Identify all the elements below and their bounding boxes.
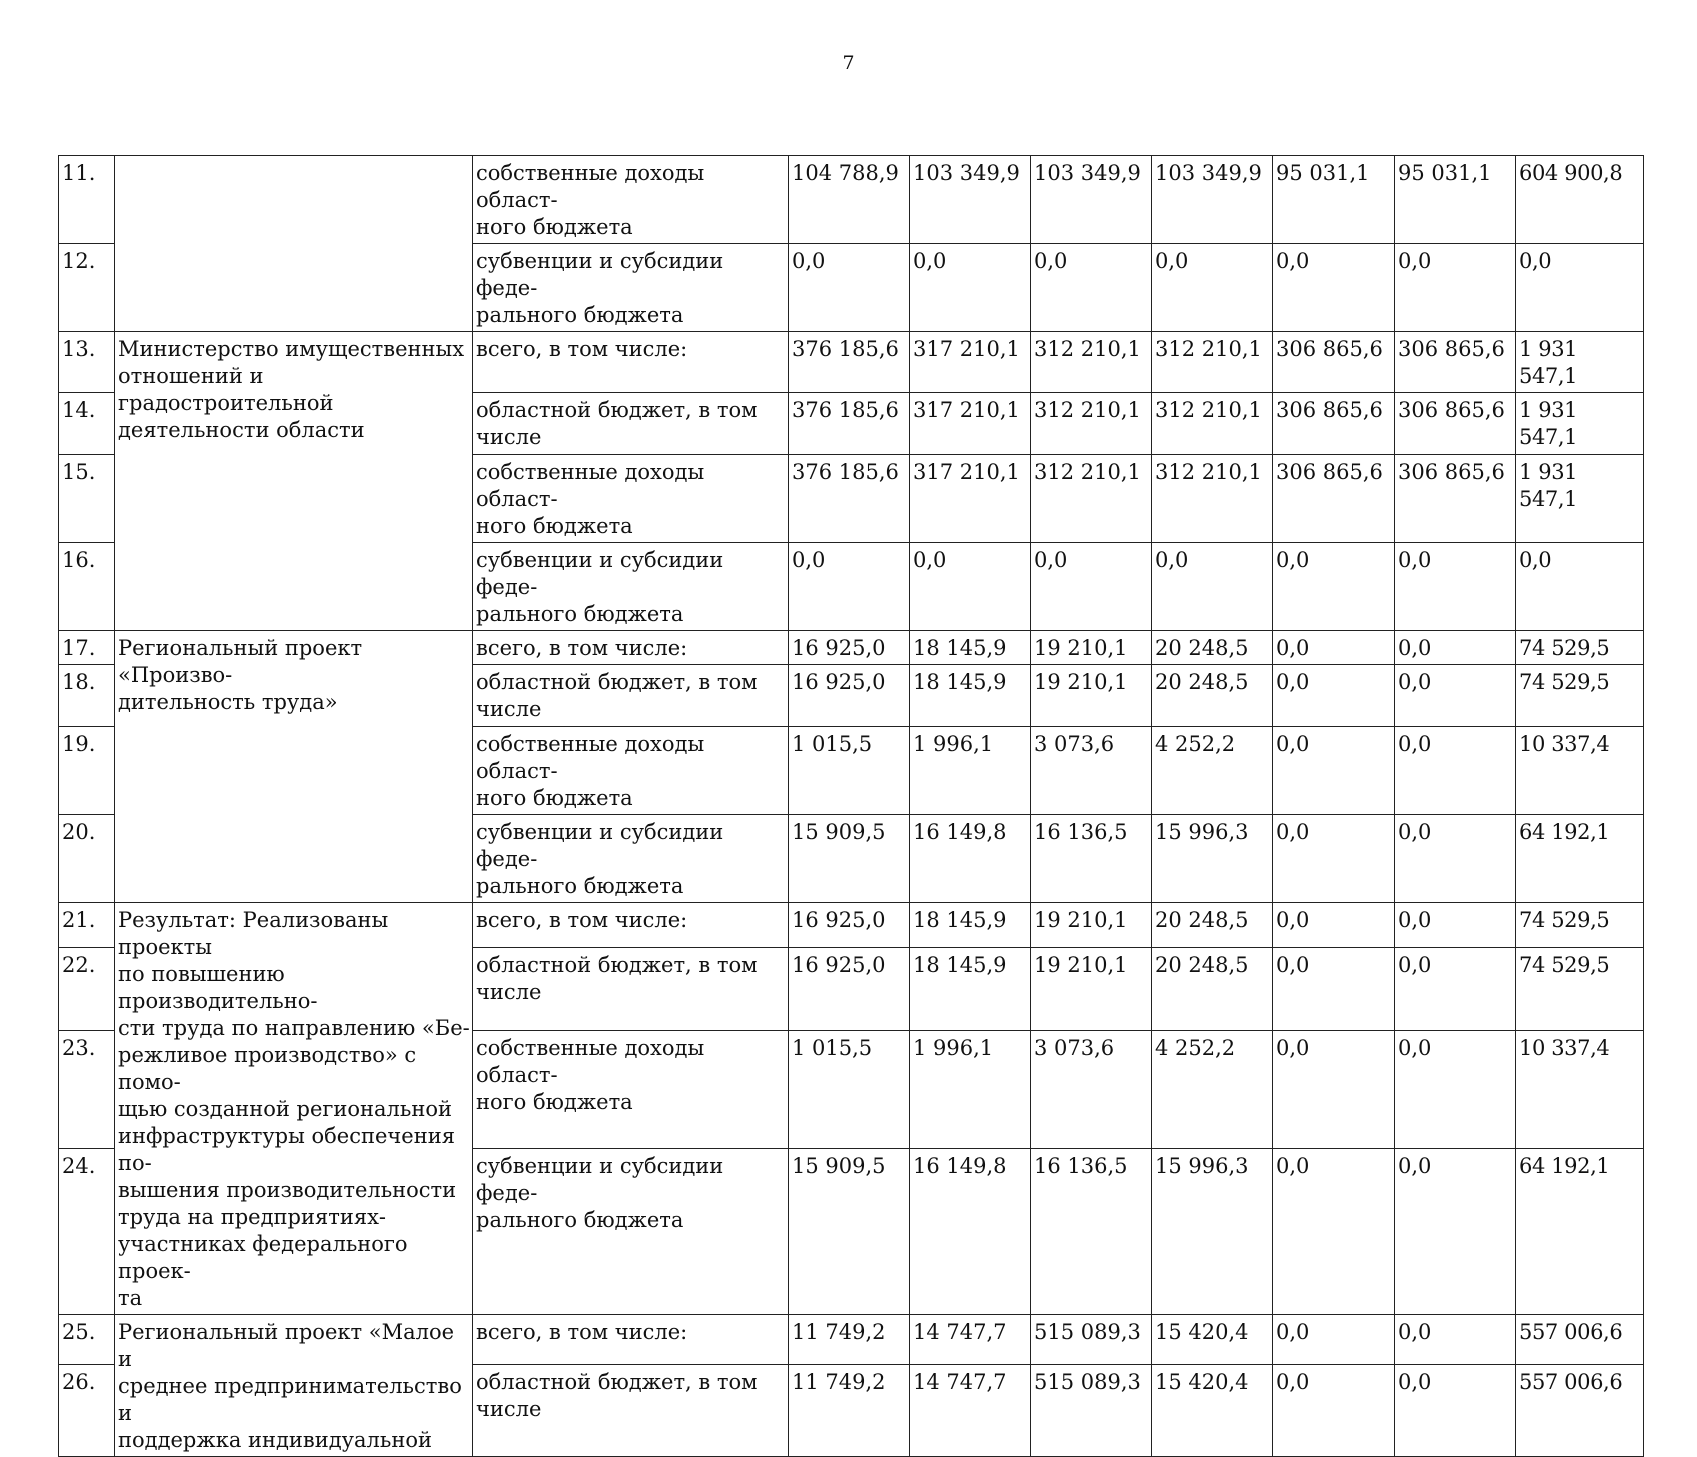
year-value-cell: 0,0 [1273,1031,1395,1149]
year-value-cell: 0,0 [1273,665,1395,727]
total-value-cell: 604 900,8 [1516,156,1644,244]
year-value-cell: 306 865,6 [1395,455,1516,543]
year-value-cell: 18 145,9 [910,631,1031,665]
year-value-cell: 19 210,1 [1031,948,1152,1031]
year-value-cell: 1 015,5 [789,727,910,815]
year-value-cell: 15 420,4 [1152,1365,1273,1457]
total-value-cell: 74 529,5 [1516,903,1644,948]
row-number: 18. [59,665,115,727]
year-value-cell: 0,0 [1273,1149,1395,1315]
year-value-cell: 0,0 [1395,543,1516,631]
year-value-cell: 3 073,6 [1031,1031,1152,1149]
row-number: 26. [59,1365,115,1457]
year-value-cell: 11 749,2 [789,1365,910,1457]
year-value-cell: 0,0 [1152,244,1273,332]
year-value-cell: 19 210,1 [1031,631,1152,665]
year-value-cell: 0,0 [1273,815,1395,903]
year-value-cell: 0,0 [1395,1031,1516,1149]
year-value-cell: 0,0 [1395,631,1516,665]
year-value-cell: 317 210,1 [910,393,1031,455]
table-row [59,631,1644,665]
row-number: 21. [59,903,115,948]
year-value-cell: 312 210,1 [1152,393,1273,455]
year-value-cell: 20 248,5 [1152,665,1273,727]
year-value-cell: 16 136,5 [1031,815,1152,903]
year-value-cell: 1 015,5 [789,1031,910,1149]
total-value-cell: 1 931 547,1 [1516,455,1644,543]
funding-source-cell: собственные доходы област- ного бюджета [473,455,789,543]
year-value-cell: 3 073,6 [1031,727,1152,815]
funding-source-cell: всего, в том числе: [473,903,789,948]
year-value-cell: 18 145,9 [910,948,1031,1031]
table-body [59,156,1644,1457]
year-value-cell: 312 210,1 [1031,393,1152,455]
program-name-cell: Региональный проект «Малое и среднее предпринимательство и поддержка индивидуальной [115,1315,473,1457]
year-value-cell: 0,0 [1273,948,1395,1031]
year-value-cell: 95 031,1 [1395,156,1516,244]
row-number: 15. [59,455,115,543]
table-row [59,332,1644,393]
row-number: 13. [59,332,115,393]
year-value-cell: 306 865,6 [1395,393,1516,455]
row-number: 20. [59,815,115,903]
year-value-cell: 0,0 [1395,948,1516,1031]
year-value-cell: 0,0 [1273,543,1395,631]
total-value-cell: 1 931 547,1 [1516,393,1644,455]
year-value-cell: 1 996,1 [910,1031,1031,1149]
year-value-cell: 19 210,1 [1031,665,1152,727]
year-value-cell: 0,0 [1152,543,1273,631]
year-value-cell: 103 349,9 [1152,156,1273,244]
year-value-cell: 312 210,1 [1031,455,1152,543]
year-value-cell: 306 865,6 [1395,332,1516,393]
year-value-cell: 0,0 [1273,1365,1395,1457]
total-value-cell: 64 192,1 [1516,1149,1644,1315]
funding-source-cell: собственные доходы област- ного бюджета [473,727,789,815]
year-value-cell: 20 248,5 [1152,631,1273,665]
year-value-cell: 376 185,6 [789,332,910,393]
year-value-cell: 18 145,9 [910,903,1031,948]
year-value-cell: 0,0 [1395,727,1516,815]
year-value-cell: 306 865,6 [1273,332,1395,393]
year-value-cell: 0,0 [1031,543,1152,631]
year-value-cell: 306 865,6 [1273,393,1395,455]
year-value-cell: 0,0 [789,543,910,631]
year-value-cell: 306 865,6 [1273,455,1395,543]
year-value-cell: 18 145,9 [910,665,1031,727]
year-value-cell: 103 349,9 [1031,156,1152,244]
funding-source-cell: всего, в том числе: [473,332,789,393]
year-value-cell: 16 925,0 [789,631,910,665]
funding-source-cell: собственные доходы област- ного бюджета [473,1031,789,1149]
year-value-cell: 16 136,5 [1031,1149,1152,1315]
row-number: 23. [59,1031,115,1149]
year-value-cell: 15 996,3 [1152,815,1273,903]
year-value-cell: 1 996,1 [910,727,1031,815]
budget-table [58,155,1644,1457]
year-value-cell: 0,0 [1395,665,1516,727]
year-value-cell: 15 909,5 [789,815,910,903]
row-number: 25. [59,1315,115,1365]
total-value-cell: 74 529,5 [1516,948,1644,1031]
year-value-cell: 15 996,3 [1152,1149,1273,1315]
total-value-cell: 74 529,5 [1516,631,1644,665]
year-value-cell: 0,0 [1273,631,1395,665]
year-value-cell: 15 909,5 [789,1149,910,1315]
year-value-cell: 14 747,7 [910,1315,1031,1365]
table-row [59,1315,1644,1365]
total-value-cell: 1 931 547,1 [1516,332,1644,393]
funding-source-cell: областной бюджет, в том числе [473,948,789,1031]
year-value-cell: 104 788,9 [789,156,910,244]
funding-source-cell: областной бюджет, в том числе [473,665,789,727]
year-value-cell: 15 420,4 [1152,1315,1273,1365]
year-value-cell: 4 252,2 [1152,1031,1273,1149]
table-row [59,156,1644,244]
funding-source-cell: субвенции и субсидии феде- рального бюджета [473,815,789,903]
year-value-cell: 0,0 [1395,903,1516,948]
year-value-cell: 0,0 [1273,244,1395,332]
funding-source-cell: всего, в том числе: [473,1315,789,1365]
year-value-cell: 16 925,0 [789,903,910,948]
year-value-cell: 0,0 [910,543,1031,631]
total-value-cell: 0,0 [1516,244,1644,332]
row-number: 12. [59,244,115,332]
year-value-cell: 376 185,6 [789,393,910,455]
year-value-cell: 317 210,1 [910,455,1031,543]
total-value-cell: 0,0 [1516,543,1644,631]
total-value-cell: 557 006,6 [1516,1315,1644,1365]
program-name-cell: Региональный проект «Произво- дительность труда» [115,631,473,903]
year-value-cell: 376 185,6 [789,455,910,543]
total-value-cell: 10 337,4 [1516,727,1644,815]
row-number: 19. [59,727,115,815]
year-value-cell: 515 089,3 [1031,1365,1152,1457]
funding-source-cell: собственные доходы област- ного бюджета [473,156,789,244]
funding-source-cell: областной бюджет, в том числе [473,1365,789,1457]
total-value-cell: 74 529,5 [1516,665,1644,727]
table-row [59,903,1644,948]
year-value-cell: 0,0 [910,244,1031,332]
year-value-cell: 0,0 [1395,815,1516,903]
program-name-cell [115,156,473,332]
year-value-cell: 14 747,7 [910,1365,1031,1457]
total-value-cell: 557 006,6 [1516,1365,1644,1457]
year-value-cell: 16 925,0 [789,948,910,1031]
year-value-cell: 312 210,1 [1031,332,1152,393]
year-value-cell: 19 210,1 [1031,903,1152,948]
program-name-cell: Министерство имущественных отношений и градостроительной деятельности области [115,332,473,631]
year-value-cell: 4 252,2 [1152,727,1273,815]
row-number: 24. [59,1149,115,1315]
funding-source-cell: субвенции и субсидии феде- рального бюджета [473,244,789,332]
year-value-cell: 0,0 [1395,1149,1516,1315]
year-value-cell: 0,0 [1273,903,1395,948]
total-value-cell: 10 337,4 [1516,1031,1644,1149]
year-value-cell: 317 210,1 [910,332,1031,393]
row-number: 14. [59,393,115,455]
year-value-cell: 515 089,3 [1031,1315,1152,1365]
year-value-cell: 16 149,8 [910,1149,1031,1315]
year-value-cell: 16 149,8 [910,815,1031,903]
year-value-cell: 0,0 [1395,244,1516,332]
year-value-cell: 20 248,5 [1152,948,1273,1031]
year-value-cell: 0,0 [789,244,910,332]
year-value-cell: 11 749,2 [789,1315,910,1365]
funding-source-cell: областной бюджет, в том числе [473,393,789,455]
total-value-cell: 64 192,1 [1516,815,1644,903]
year-value-cell: 20 248,5 [1152,903,1273,948]
year-value-cell: 312 210,1 [1152,455,1273,543]
funding-source-cell: субвенции и субсидии феде- рального бюджета [473,543,789,631]
funding-source-cell: всего, в том числе: [473,631,789,665]
program-name-cell: Результат: Реализованы проекты по повышению производительно- сти труда по направлению «Бе- режливое производство» с помо- щью созданной региональной инфраструктуры обеспечения по- вышения производительности труда на предприятиях- участниках федерального проек- та [115,903,473,1315]
row-number: 22. [59,948,115,1031]
year-value-cell: 312 210,1 [1152,332,1273,393]
row-number: 16. [59,543,115,631]
year-value-cell: 0,0 [1395,1315,1516,1365]
funding-source-cell: субвенции и субсидии феде- рального бюджета [473,1149,789,1315]
row-number: 11. [59,156,115,244]
year-value-cell: 16 925,0 [789,665,910,727]
page-number: 7 [842,52,855,74]
year-value-cell: 103 349,9 [910,156,1031,244]
year-value-cell: 0,0 [1273,1315,1395,1365]
row-number: 17. [59,631,115,665]
year-value-cell: 0,0 [1395,1365,1516,1457]
year-value-cell: 95 031,1 [1273,156,1395,244]
year-value-cell: 0,0 [1273,727,1395,815]
year-value-cell: 0,0 [1031,244,1152,332]
